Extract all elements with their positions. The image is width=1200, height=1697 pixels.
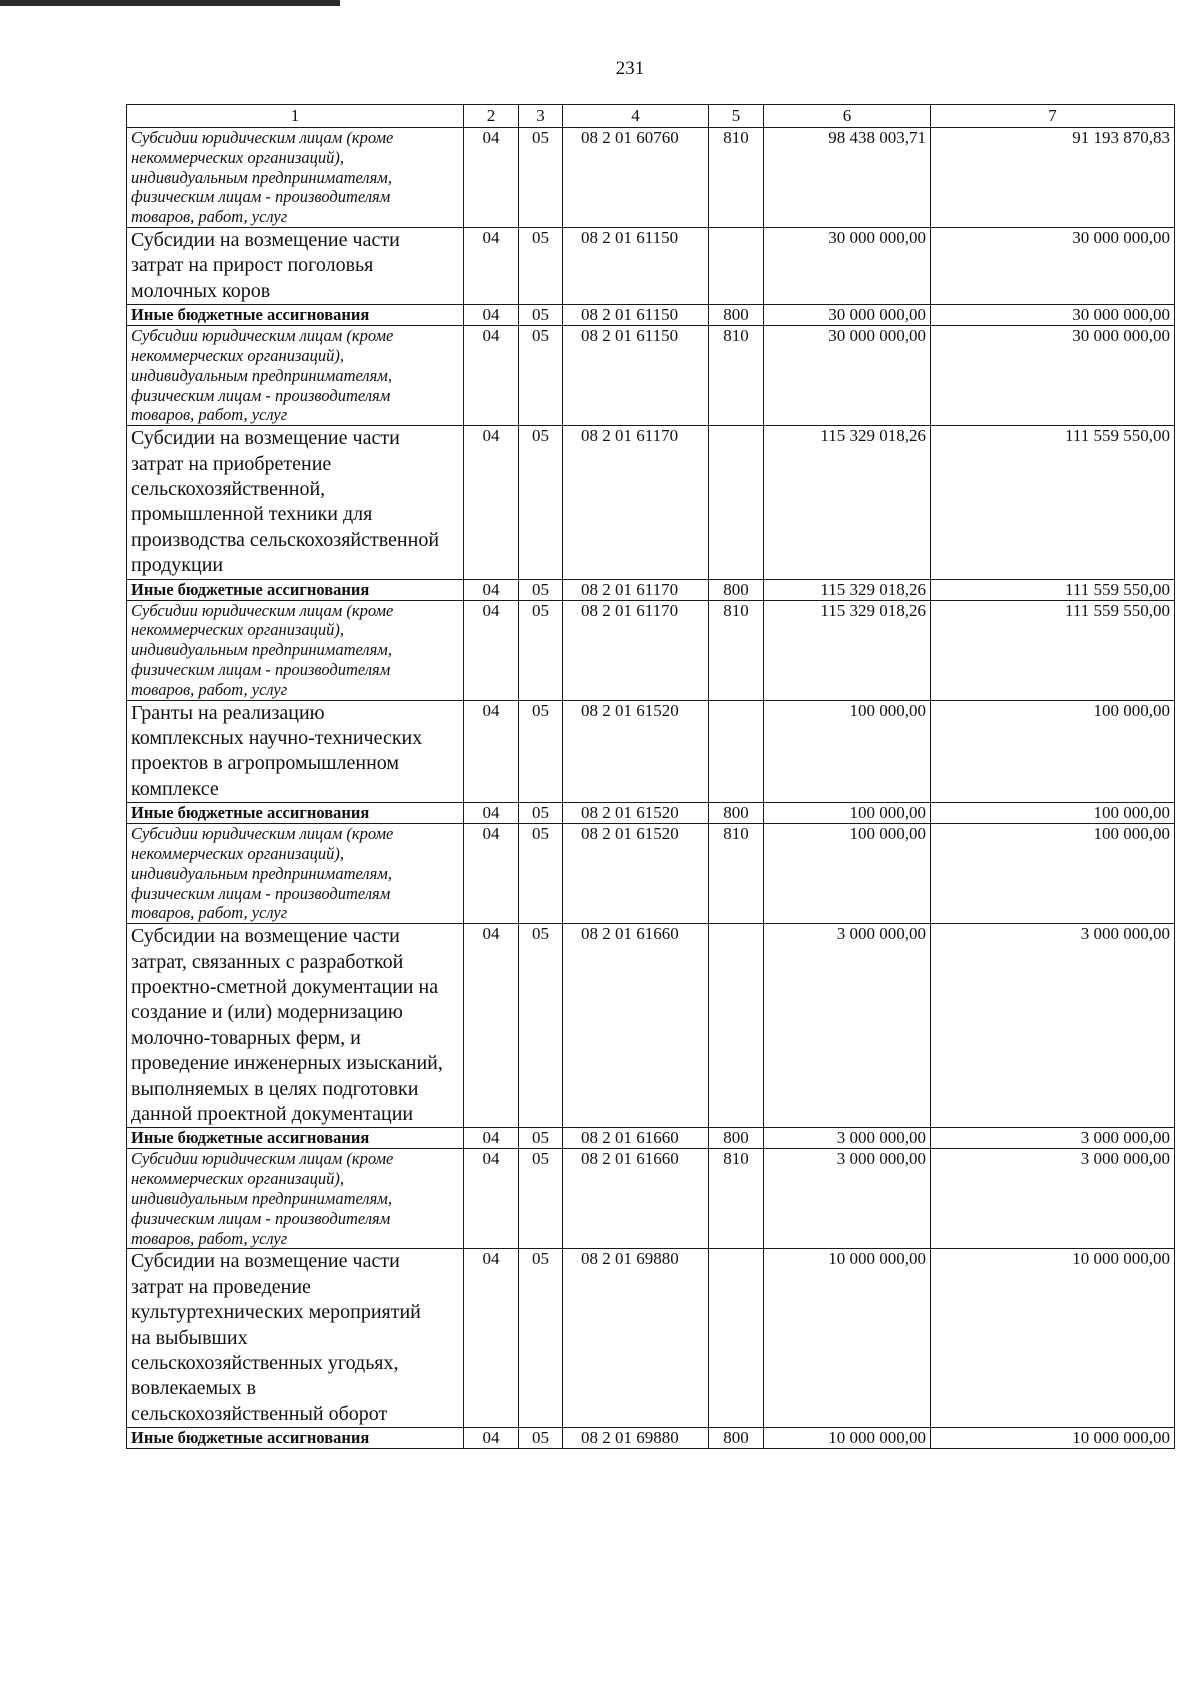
header-col-1: 1 — [127, 105, 464, 128]
section-code: 04 — [464, 1128, 519, 1149]
description-line: производства сельскохозяйственной — [131, 528, 440, 551]
target-article-code: 08 2 01 61150 — [563, 228, 709, 305]
amount-col-6: 115 329 018,26 — [764, 426, 931, 579]
amount-col-7: 111 559 550,00 — [931, 426, 1175, 579]
description-line: сельскохозяйственных угодьях, — [131, 1351, 399, 1374]
expense-type-code: 810 — [709, 128, 764, 228]
target-article-code: 08 2 01 61150 — [563, 305, 709, 326]
description-line: промышленной техники для — [131, 503, 373, 526]
table-row — [127, 1128, 1175, 1149]
description-line: затрат, связанных с разработкой — [131, 950, 404, 973]
description-line: затрат на проведение — [131, 1275, 311, 1298]
description-line: проведение инженерных изысканий, — [131, 1052, 443, 1075]
expense-type-code: 800 — [709, 803, 764, 824]
amount-col-7: 100 000,00 — [931, 700, 1175, 803]
amount-col-7: 30 000 000,00 — [931, 326, 1175, 426]
description-line: физическим лицам - производителям — [131, 883, 391, 903]
section-code: 04 — [464, 1428, 519, 1449]
row-description — [127, 700, 464, 803]
target-article-code: 08 2 01 61660 — [563, 1128, 709, 1149]
description-line: физическим лицам - производителям — [131, 187, 391, 207]
table-row — [127, 924, 1175, 1128]
description-line: проектов в агропромышленном — [131, 752, 400, 775]
subsection-code: 05 — [519, 924, 563, 1128]
header-col-2: 2 — [464, 105, 519, 128]
expense-type-code: 810 — [709, 1149, 764, 1249]
table-row — [127, 1249, 1175, 1428]
description-line: Иные бюджетные ассигнования — [131, 803, 370, 823]
expense-type-code: 810 — [709, 824, 764, 924]
expense-type-code: 810 — [709, 326, 764, 426]
subsection-code: 05 — [519, 1149, 563, 1249]
row-description — [127, 1149, 464, 1249]
expense-type-code — [709, 1249, 764, 1428]
amount-col-7: 30 000 000,00 — [931, 228, 1175, 305]
target-article-code: 08 2 01 61150 — [563, 326, 709, 426]
amount-col-7: 3 000 000,00 — [931, 924, 1175, 1128]
description-line: Субсидии на возмещение части — [131, 229, 400, 252]
row-description — [127, 426, 464, 579]
expense-type-code: 800 — [709, 305, 764, 326]
description-line: товаров, работ, услуг — [131, 679, 288, 699]
description-line: физическим лицам - производителям — [131, 1208, 391, 1228]
amount-col-7: 30 000 000,00 — [931, 305, 1175, 326]
target-article-code: 08 2 01 61660 — [563, 1149, 709, 1249]
target-article-code: 08 2 01 61170 — [563, 426, 709, 579]
description-line: Субсидии юридическим лицам (кроме — [131, 824, 394, 844]
description-line: молочных коров — [131, 279, 271, 302]
target-article-code: 08 2 01 61520 — [563, 824, 709, 924]
amount-col-6: 10 000 000,00 — [764, 1249, 931, 1428]
description-line: индивидуальным предпринимателям, — [131, 1188, 392, 1208]
row-description — [127, 128, 464, 228]
subsection-code: 05 — [519, 579, 563, 600]
row-description — [127, 305, 464, 326]
table-row — [127, 326, 1175, 426]
description-line: комплексных научно-технических — [131, 727, 423, 749]
section-code: 04 — [464, 228, 519, 305]
section-code: 04 — [464, 426, 519, 579]
table-row — [127, 1149, 1175, 1249]
header-col-4: 4 — [563, 105, 709, 128]
amount-col-6: 100 000,00 — [764, 700, 931, 803]
description-line: Субсидии на возмещение части — [131, 1250, 400, 1273]
target-article-code: 08 2 01 69880 — [563, 1428, 709, 1449]
section-code: 04 — [464, 128, 519, 228]
description-line: товаров, работ, услуг — [131, 903, 288, 923]
row-description — [127, 228, 464, 305]
header-col-5: 5 — [709, 105, 764, 128]
description-line: сельскохозяйственной, — [131, 478, 326, 501]
description-line: некоммерческих организаций), — [131, 844, 345, 864]
description-line: данной проектной документации — [131, 1102, 414, 1125]
target-article-code: 08 2 01 69880 — [563, 1249, 709, 1428]
amount-col-6: 3 000 000,00 — [764, 924, 931, 1128]
amount-col-7: 100 000,00 — [931, 803, 1175, 824]
section-code: 04 — [464, 600, 519, 700]
subsection-code: 05 — [519, 600, 563, 700]
section-code: 04 — [464, 924, 519, 1128]
row-description — [127, 326, 464, 426]
table-body — [127, 128, 1175, 1449]
table-row — [127, 305, 1175, 326]
row-description — [127, 924, 464, 1128]
description-line: физическим лицам - производителям — [131, 660, 391, 680]
target-article-code: 08 2 01 61170 — [563, 579, 709, 600]
table-row — [127, 228, 1175, 305]
target-article-code: 08 2 01 61520 — [563, 803, 709, 824]
row-description — [127, 1249, 464, 1428]
section-code: 04 — [464, 1149, 519, 1249]
description-line: некоммерческих организаций), — [131, 147, 345, 167]
description-line: продукции — [131, 554, 224, 577]
subsection-code: 05 — [519, 803, 563, 824]
amount-col-7: 10 000 000,00 — [931, 1428, 1175, 1449]
expense-type-code: 800 — [709, 579, 764, 600]
amount-col-7: 100 000,00 — [931, 824, 1175, 924]
subsection-code: 05 — [519, 700, 563, 803]
row-description — [127, 803, 464, 824]
amount-col-6: 10 000 000,00 — [764, 1428, 931, 1449]
description-line: Гранты на реализацию — [131, 701, 325, 724]
description-line: затрат на прирост поголовья — [131, 254, 374, 277]
subsection-code: 05 — [519, 1249, 563, 1428]
description-line: товаров, работ, услуг — [131, 1228, 288, 1248]
amount-col-7: 111 559 550,00 — [931, 579, 1175, 600]
description-line: Субсидии юридическим лицам (кроме — [131, 128, 394, 148]
expense-type-code: 810 — [709, 600, 764, 700]
amount-col-7: 10 000 000,00 — [931, 1249, 1175, 1428]
amount-col-7: 91 193 870,83 — [931, 128, 1175, 228]
amount-col-6: 30 000 000,00 — [764, 305, 931, 326]
amount-col-6: 100 000,00 — [764, 803, 931, 824]
description-line: выполняемых в целях подготовки — [131, 1077, 419, 1100]
table-row — [127, 128, 1175, 228]
description-line: Иные бюджетные ассигнования — [131, 579, 370, 599]
row-description — [127, 600, 464, 700]
subsection-code: 05 — [519, 1128, 563, 1149]
description-line: комплексе — [131, 777, 219, 800]
description-line: физическим лицам - производителям — [131, 385, 391, 405]
expense-type-code: 800 — [709, 1128, 764, 1149]
subsection-code: 05 — [519, 1428, 563, 1449]
row-description — [127, 824, 464, 924]
table-row — [127, 426, 1175, 579]
amount-col-6: 98 438 003,71 — [764, 128, 931, 228]
expense-type-code — [709, 426, 764, 579]
description-line: культуртехнических мероприятий — [131, 1301, 421, 1324]
description-line: Субсидии юридическим лицам (кроме — [131, 1149, 394, 1169]
description-line: Иные бюджетные ассигнования — [131, 1428, 370, 1448]
subsection-code: 05 — [519, 326, 563, 426]
description-line: индивидуальным предпринимателям, — [131, 863, 392, 883]
expense-type-code — [709, 700, 764, 803]
target-article-code: 08 2 01 61520 — [563, 700, 709, 803]
header-col-6: 6 — [764, 105, 931, 128]
subsection-code: 05 — [519, 426, 563, 579]
description-line: индивидуальным предпринимателям, — [131, 365, 392, 385]
section-code: 04 — [464, 824, 519, 924]
table-row — [127, 579, 1175, 600]
amount-col-6: 115 329 018,26 — [764, 579, 931, 600]
description-line: Субсидии юридическим лицам (кроме — [131, 326, 394, 346]
amount-col-7: 111 559 550,00 — [931, 600, 1175, 700]
description-line: Субсидии юридическим лицам (кроме — [131, 600, 394, 620]
amount-col-6: 3 000 000,00 — [764, 1149, 931, 1249]
target-article-code: 08 2 01 61170 — [563, 600, 709, 700]
description-line: некоммерческих организаций), — [131, 620, 345, 640]
section-code: 04 — [464, 803, 519, 824]
subsection-code: 05 — [519, 228, 563, 305]
description-line: некоммерческих организаций), — [131, 346, 345, 366]
amount-col-6: 30 000 000,00 — [764, 326, 931, 426]
table-row — [127, 600, 1175, 700]
section-code: 04 — [464, 305, 519, 326]
description-line: товаров, работ, услуг — [131, 405, 288, 425]
row-description — [127, 579, 464, 600]
subsection-code: 05 — [519, 824, 563, 924]
amount-col-7: 3 000 000,00 — [931, 1128, 1175, 1149]
description-line: товаров, работ, услуг — [131, 207, 288, 227]
expense-type-code — [709, 228, 764, 305]
amount-col-6: 115 329 018,26 — [764, 600, 931, 700]
description-line: вовлекаемых в — [131, 1377, 257, 1400]
row-description — [127, 1428, 464, 1449]
description-line: Субсидии на возмещение части — [131, 427, 400, 450]
row-description — [127, 1128, 464, 1149]
target-article-code: 08 2 01 61660 — [563, 924, 709, 1128]
amount-col-6: 100 000,00 — [764, 824, 931, 924]
description-line: сельскохозяйственный оборот — [131, 1402, 388, 1425]
table-row — [127, 1428, 1175, 1449]
expense-type-code — [709, 924, 764, 1128]
table-header — [127, 105, 1175, 128]
description-line: создание и (или) модернизацию — [131, 1001, 403, 1024]
budget-table — [126, 104, 1175, 1449]
description-line: проектно-сметной документации на — [131, 975, 439, 998]
subsection-code: 05 — [519, 128, 563, 228]
description-line: на выбывших — [131, 1326, 248, 1349]
page-number: 231 — [615, 58, 645, 79]
section-code: 04 — [464, 579, 519, 600]
table-row — [127, 803, 1175, 824]
description-line: Иные бюджетные ассигнования — [131, 1128, 370, 1148]
description-line: индивидуальным предпринимателям, — [131, 167, 392, 187]
description-line: индивидуальным предпринимателям, — [131, 640, 392, 660]
header-col-3: 3 — [519, 105, 563, 128]
expense-type-code: 800 — [709, 1428, 764, 1449]
table-row — [127, 824, 1175, 924]
description-line: молочно-товарных ферм, и — [131, 1026, 361, 1049]
description-line: Субсидии на возмещение части — [131, 925, 400, 948]
amount-col-6: 3 000 000,00 — [764, 1128, 931, 1149]
target-article-code: 08 2 01 60760 — [563, 128, 709, 228]
section-code: 04 — [464, 326, 519, 426]
table-row — [127, 700, 1175, 803]
scan-edge-mark — [0, 0, 340, 6]
header-row — [127, 105, 1175, 128]
section-code: 04 — [464, 700, 519, 803]
description-line: Иные бюджетные ассигнования — [131, 305, 370, 325]
description-line: некоммерческих организаций), — [131, 1169, 345, 1189]
amount-col-6: 30 000 000,00 — [764, 228, 931, 305]
section-code: 04 — [464, 1249, 519, 1428]
subsection-code: 05 — [519, 305, 563, 326]
header-col-7: 7 — [931, 105, 1175, 128]
amount-col-7: 3 000 000,00 — [931, 1149, 1175, 1249]
description-line: затрат на приобретение — [131, 452, 332, 475]
